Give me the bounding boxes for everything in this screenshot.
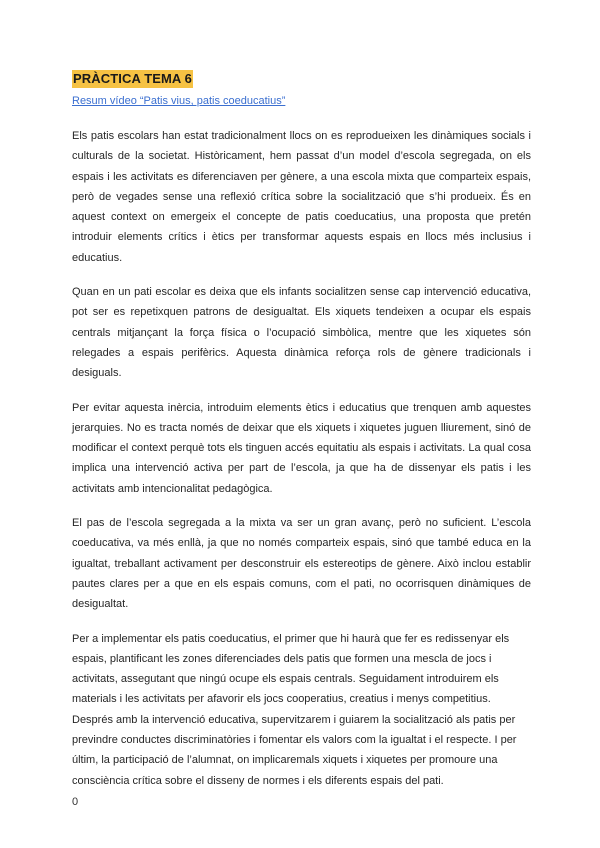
video-summary-link[interactable]: Resum vídeo “Patis vius, patis coeducatius”	[72, 95, 286, 107]
document-page	[72, 70, 531, 805]
page-title-text: PRÀCTICA TEMA 6	[73, 71, 192, 86]
page-number: 0	[72, 796, 79, 808]
paragraph-2: Quan en un pati escolar es deixa que els infants socialitzen sense cap intervenció educativa, pot ser es repetixquen patrons de desigualtat. Els xiquets tendeixen a ocupar els espais centrals mitjançant la força física o l’ocupació simbòlica, mentre que les xiquetes són relegades a espais perifèrics. Aquesta dinàmica reforça rols de gènere tradicionals i desiguals.	[72, 286, 531, 380]
paragraph-4: El pas de l’escola segregada a la mixta va ser un gran avanç, però no suficient. L’escola coeducativa, va més enllà, ja que no només comparteix espais, sinó que també educa en la igualtat, treballant activament per desconstruir els estereotips de gènere. Això inclou establir pautes clares per a que en els espais comuns, com el pati, no ocorrisquen dinàmiques de desigualtat.	[72, 517, 531, 611]
paragraph-5: Per a implementar els patis coeducatius, el primer que hi haurà que fer es redissenyar els espais, plantificant les zones diferenciades dels patis que formen una mescla de jocs i activitats, assegutant que ningú ocupe els espais centrals. Seguidament introduirem els materials i les activitats per afavorir els jocs cooperatius, creatius i menys competitius. Després amb la intervenció educativa, supervitzarem i guiarem la socialització als patis per previndre conductes discriminatòries i fomentar els valors com la igualtat i el respecte. I per últim, la participació de l’alumnat, on implicaremals xiquets i xiquetes per promoure una consciència crítica sobre el disseny de normes i els diferents espais del pati.	[72, 632, 517, 787]
page-title	[72, 70, 531, 88]
paragraph-1: Els patis escolars han estat tradicionalment llocs on es reprodueixen les dinàmiques socials i culturals de la societat. Històricament, hem passat d’un model d’escola segregada, on els espais i les activitats es diferenciaven per gènere, a una escola mixta que comparteix espais, però de vegades sense una reflexió crítica sobre la socialització que s’hi produeix. És en aquest context on emergeix el concepte de patis coeducatius, una proposta que pretén introduir elements crítics i ètics per transformar aquests espais en llocs més inclusius i educatius.	[72, 130, 531, 264]
paragraph-3: Per evitar aquesta inèrcia, introduim elements ètics i educatius que trenquen amb aquestes jerarquies. No es tracta només de deixar que els xiquets i xiquetes juguen lliurement, sinó de modificar el context perquè tots els tinguen accés equitatiu als espais i activitats. La qual cosa implica una intervenció activa per part de l’escola, ja que ha de dissenyar els patis i les activitats amb intencionalitat pedagògica.	[72, 401, 531, 495]
document-body	[72, 126, 531, 791]
